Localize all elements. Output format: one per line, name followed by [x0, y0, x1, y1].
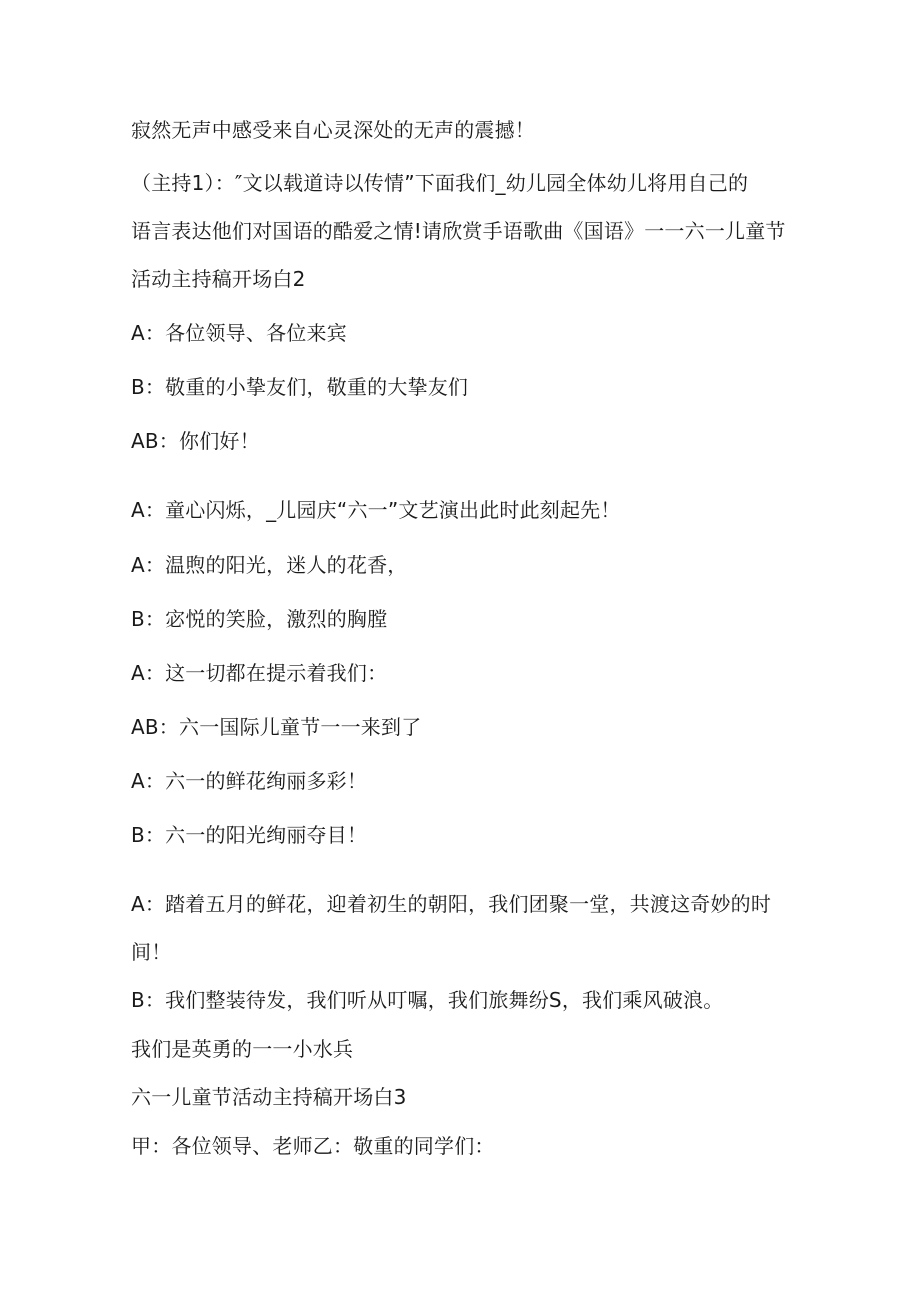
text-line: 间！ — [131, 940, 172, 964]
text-line: A：各位领导、各位来宾 — [131, 321, 347, 345]
text-line: （主持1）：″文以载道诗以传情”下面我们_幼儿园全体幼儿将用自己的 — [131, 171, 749, 195]
text-line: 我们是英勇的一一小水兵 — [131, 1037, 354, 1061]
text-line: A：六一的鲜花绚丽多彩！ — [131, 769, 368, 793]
text-line: A：温煦的阳光，迷人的花香， — [131, 553, 408, 577]
text-line: 语言表达他们对国语的酷爱之情!请欣赏手语歌曲《国语》一一六一儿童节 — [131, 219, 786, 243]
text-line: A：踏着五月的鲜花，迎着初生的朝阳，我们团聚一堂，共渡这奇妙的时 — [131, 892, 772, 916]
text-line: 六一儿童节活动主持稿开场白3 — [131, 1085, 407, 1109]
text-line: AB：你们好！ — [131, 429, 260, 453]
text-line: B：六一的阳光绚丽夺目！ — [131, 823, 368, 847]
text-line: AB：六一国际儿童节一一来到了 — [131, 715, 422, 739]
text-line: A：童心闪烁，_儿园庆“六一”文艺演出此时此刻起先！ — [131, 498, 621, 522]
text-line: 甲：各位领导、老师乙：敬重的同学们： — [131, 1134, 495, 1158]
text-line: B：敬重的小挚友们，敬重的大挚友们 — [131, 375, 469, 399]
text-line: B：宓悦的笑脸，激烈的胸膛 — [131, 607, 388, 631]
text-line: A：这一切都在提示着我们： — [131, 661, 388, 685]
text-line: 活动主持稿开场白2 — [131, 267, 306, 291]
text-line: 寂然无声中感受来自心灵深处的无声的震撼！ — [131, 118, 535, 142]
text-line: B：我们整装待发，我们听从叮嘱，我们旅舞纷S，我们乘风破浪。 — [131, 988, 724, 1012]
